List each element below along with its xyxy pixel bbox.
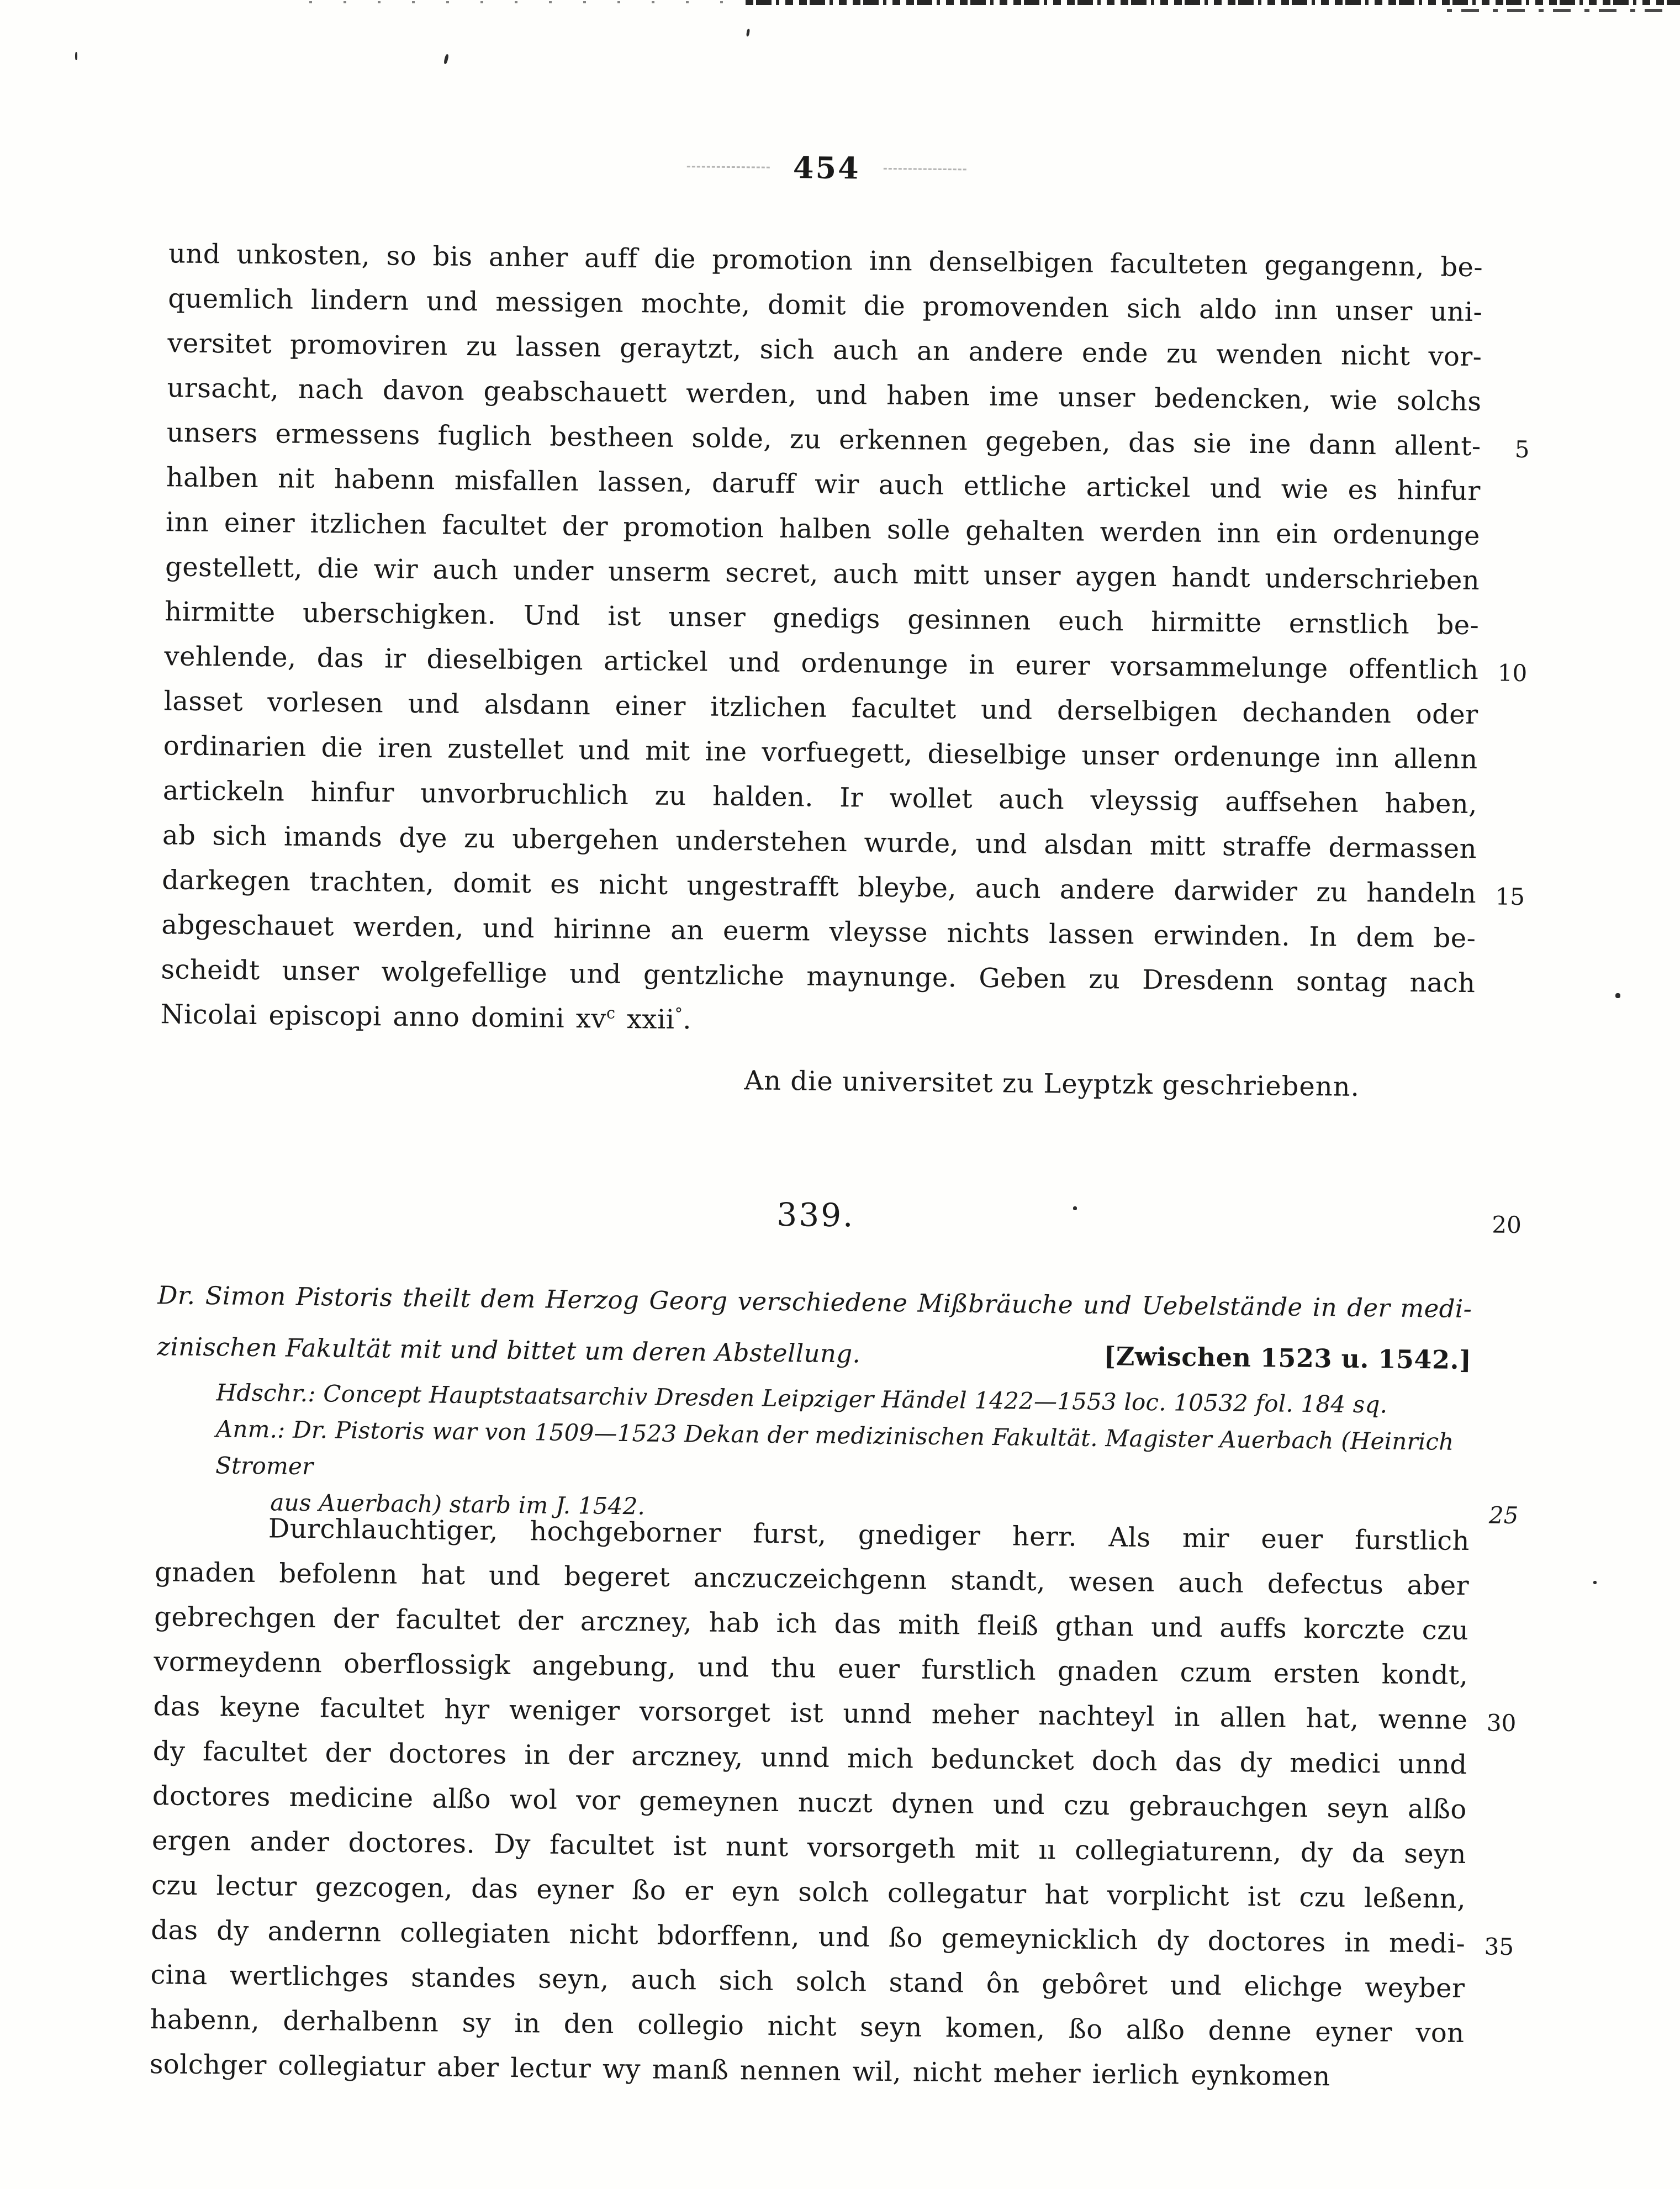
text-line-content: das keyne facultet hyr weniger vorsorget ist unnd meher nachteyl in allen hat, wenne (153, 1691, 1468, 1736)
text-line: gnaden befolenn hat und begeret anczuczeichgenn standt, wesen auch defectus aber (154, 1557, 1470, 1602)
text-column (149, 0, 1530, 2189)
text-line: abgeschauet werden, und hirinne an euerm vleysse nichts lassen erwinden. In dem be- (161, 909, 1476, 954)
text-line: dy facultet der doctores in der arczney, unnd mich beduncket doch das dy medici unnd (152, 1736, 1467, 1781)
margin-line-number: 15 (1495, 883, 1525, 911)
text-line-content: Nicolai episcopi anno domini xv (160, 999, 607, 1035)
text-line: versitet promoviren zu lassen geraytzt, sich auch an andere ende zu wenden nicht vor- (167, 328, 1482, 373)
entry-headnote (157, 1270, 1472, 1386)
text-line: solchger collegiatur aber lectur wy manß nennen wil, nicht meher ierlich eynkomen (149, 2049, 1331, 2092)
entry-heading-row (159, 1186, 1522, 1244)
margin-line-number: 10 (1497, 659, 1528, 687)
headnote-text: zinischen Fakultät mit und bittet um deren Abstellung. (157, 1332, 861, 1369)
text-line: inn einer itzlichen facultet der promotion halben solle gehalten werden inn ein ordenunge (165, 507, 1481, 552)
text-line: lasset vorlesen und alsdann einer itzlichen facultet und derselbigen dechanden oder (163, 685, 1478, 731)
letter-body (160, 231, 1530, 1051)
text-line: hirmitte uberschigken. Und ist unser gnedigs gesinnen euch hirmitte ernstlich be- (165, 596, 1480, 641)
margin-line-number: 30 (1486, 1709, 1517, 1737)
text-line-content: xxii (615, 1003, 675, 1035)
text-line: cina wertlichges standes seyn, auch sich solch stand ôn gebôret und elichge weyber (150, 1959, 1465, 2005)
superscript: c (606, 1003, 616, 1022)
margin-line-number: 20 (1492, 1211, 1522, 1239)
text-line-content: vehlende, das ir dieselbigen artickel und ordenunge in eurer vorsammelunge offentlich (164, 641, 1479, 686)
text-line: und unkosten, so bis anher auff die promotion inn denselbigen faculteten gegangenn, be- (168, 238, 1483, 283)
entry-number: 339. (776, 1195, 855, 1235)
text-line: scheidt unser wolgefellige und gentzliche maynunge. Geben zu Dresdenn sontag nach (161, 954, 1476, 999)
text-line-content: darkegen trachten, domit es nicht ungestrafft bleybe, auch andere darwider zu handeln (161, 864, 1477, 910)
text-line: artickeln hinfur unvorbruchlich zu halden. Ir wollet auch vleyssig auffsehen haben, (162, 775, 1478, 820)
letter-closing: An die universitet zu Leyptzk geschriebenn. (744, 1065, 1360, 1103)
source-text: aus Auerbach) starb im J. 1542. (270, 1489, 646, 1520)
text-line-content: unsers ermessens fuglich bestheen solde, zu erkennen gegeben, das sie ine dann allent- (166, 417, 1481, 462)
page-number: 454 (793, 150, 861, 186)
headnote-line: Dr. Simon Pistoris theilt dem Herzog Georg verschiedene Mißbräuche und Uebelstände in der medi- (157, 1280, 1472, 1324)
text-line-content: das dy andernn collegiaten nicht bdorffenn, und ßo gemeynicklich dy doctores in medi- (151, 1914, 1466, 1960)
text-line: ab sich imands dye zu ubergehen understehen wurde, und alsdan mitt straffe dermassen (162, 820, 1477, 865)
source-line: Anm.: Dr. Pistoris war von 1509—1523 Dekan der medizinischen Fakultät. Magister Auerbach (Heinrich Stromer (215, 1415, 1454, 1480)
text-line: czu lectur gezcogen, das eyner ßo er eyn solch collegatur hat vorplicht ist czu leßenn, (151, 1870, 1466, 1915)
text-line: gebrechgen der facultet der arczney, hab ich das mith fleiß gthan und auffs korczte czu (154, 1601, 1469, 1647)
entry-date: [Zwischen 1523 u. 1542.] (1103, 1341, 1472, 1375)
text-line-content: . (682, 1004, 692, 1036)
text-line: habenn, derhalbenn sy in den collegio nicht seyn komen, ßo alßo denne eyner von (150, 2004, 1465, 2049)
text-line: vormeydenn oberflossigk angebung, und thu euer furstlich gnaden czum ersten kondt, (154, 1646, 1468, 1691)
source-line: Hdschr.: Concept Hauptstaatsarchiv Dresden Leipziger Händel 1422—1553 loc. 10532 fol. 184 sq. (216, 1379, 1388, 1418)
header-rule-right (884, 167, 966, 170)
margin-line-number: 5 (1514, 435, 1530, 463)
text-line: doctores medicine alßo wol vor gemeynen nuczt dynen und czu gebrauchgen seyn alßo (152, 1780, 1467, 1826)
superscript: ° (674, 1004, 683, 1024)
text-line: ursacht, nach davon geabschauett werden, und haben ime unser bedencken, wie solchs (167, 372, 1482, 418)
text-line: ordinarien die iren zustellet und mit ine vorfuegett, dieselbige unser ordenunge inn allenn (163, 730, 1478, 776)
header-rule-left (687, 166, 770, 168)
margin-line-number: 25 (1488, 1501, 1519, 1529)
margin-line-number: 35 (1484, 1933, 1514, 1960)
page-header (170, 143, 1484, 192)
text-line: ergen ander doctores. Dy facultet ist nunt vorsorgeth mit ıı collegiaturenn, dy da seyn (151, 1825, 1467, 1870)
text-line: gestellett, die wir auch under unserm secret, auch mitt unser aygen handt underschrieben (165, 551, 1480, 597)
text-line: Durchlauchtiger, hochgeborner furst, gnediger herr. Als mir euer furstlich (268, 1513, 1470, 1557)
text-line: quemlich lindern und messigen mochte, domit die promovenden sich aldo inn unser uni- (167, 283, 1483, 328)
text-line: halben nit habenn misfallen lassen, daruff wir auch ettliche artickel und wie es hinfur (166, 462, 1481, 507)
